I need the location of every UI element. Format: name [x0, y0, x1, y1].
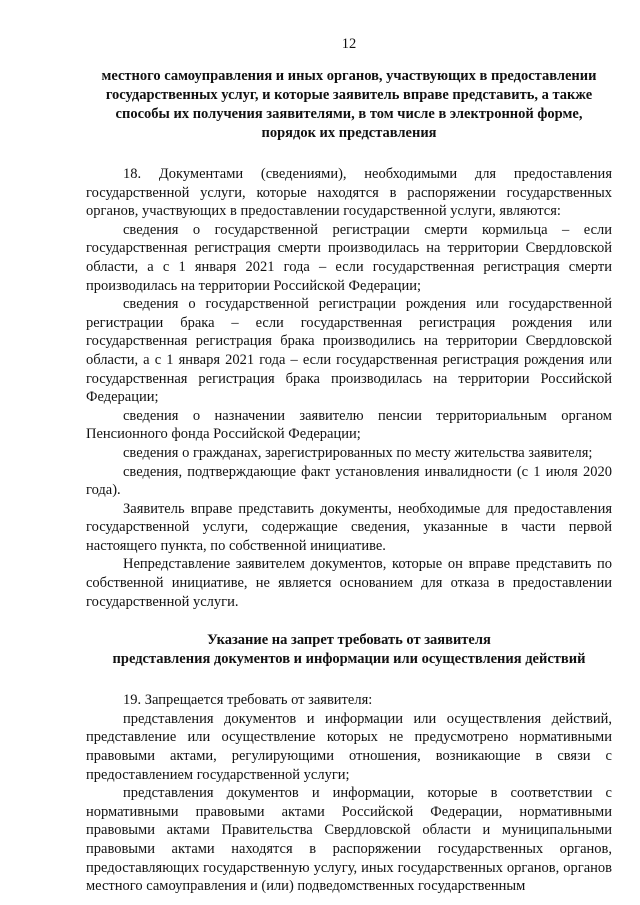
- heading-line: государственных услуг, и которые заявитель вправе представить, а также: [105, 87, 593, 103]
- paragraph-own-initiative: Заявитель вправе представить документы, необходимые для предоставления государственной услуги, содержащие сведения, указанные в части первой настоящего пункта, по собственной инициативе.: [86, 500, 612, 554]
- heading-line: порядок их представления: [261, 125, 437, 141]
- heading-line: местного самоуправления и иных органов, участвующих в предоставлении: [101, 68, 597, 84]
- section-heading-prohibition: [86, 631, 612, 669]
- section-heading-documents: [86, 67, 612, 143]
- paragraph-residence: сведения о гражданах, зарегистрированных по месту жительства заявителя;: [123, 444, 593, 461]
- heading-line: представления документов и информации или осуществления действий: [112, 651, 586, 668]
- paragraph-documents-in-possession: представления документов и информации, которые в соответствии с нормативными правовыми актами Российской Федерации, нормативными правовыми актами Правительства Свердловской области и муниципальными правовыми актами находятся в распоряжении государственных органов, предоставляющих государственную услугу, иных государственных органов, органов местного самоуправления и (или) подведомственных государственным: [86, 785, 612, 895]
- paragraph-death-registration: сведения о государственной регистрации смерти кормильца – если государственная регистрация смерти производилась на территории Свердловской области, а с 1 января 2021 года – если государственная регистрация смерти производилась на территории Российской Федерации;: [86, 221, 612, 294]
- paragraph-not-required-documents: представления документов и информации или осуществления действий, представление или осуществление которых не предусмотрено нормативными правовыми актами, регулирующими отношения, возникающие в связи с предоставлением государственной услуги;: [86, 710, 612, 783]
- paragraph-19: 19. Запрещается требовать от заявителя:: [123, 692, 373, 709]
- paragraph-non-submission: Непредставление заявителем документов, которые он вправе представить по собственной инициативе, не является основанием для отказа в предоставлении государственной услуги.: [86, 556, 612, 610]
- page-number: 12: [341, 36, 357, 52]
- paragraph-birth-marriage-registration: сведения о государственной регистрации рождения или государственной регистрации брака – если государственная регистрация рождения или государственная регистрация брака производились на территории Свердловской области, а с 1 января 2021 года – если государственная регистрация рождения или государственная регистрация брака производилась на территории Российской Федерации;: [86, 296, 612, 406]
- paragraph-18: 18. Документами (сведениями), необходимыми для предоставления государственной услуги, которые находятся в распоряжении государственных органов, участвующих в предоставлении государственной услуги, являются:: [86, 166, 612, 220]
- section-body-documents: [86, 165, 612, 611]
- heading-line: способы их получения заявителями, в том числе в электронной форме,: [115, 106, 583, 122]
- paragraph-pension: сведения о назначении заявителю пенсии территориальным органом Пенсионного фонда Российской Федерации;: [86, 407, 612, 443]
- paragraph-disability: сведения, подтверждающие факт установления инвалидности (с 1 июля 2020 года).: [86, 463, 612, 499]
- heading-line: Указание на запрет требовать от заявителя: [207, 632, 491, 649]
- section-body-prohibition: [86, 691, 612, 896]
